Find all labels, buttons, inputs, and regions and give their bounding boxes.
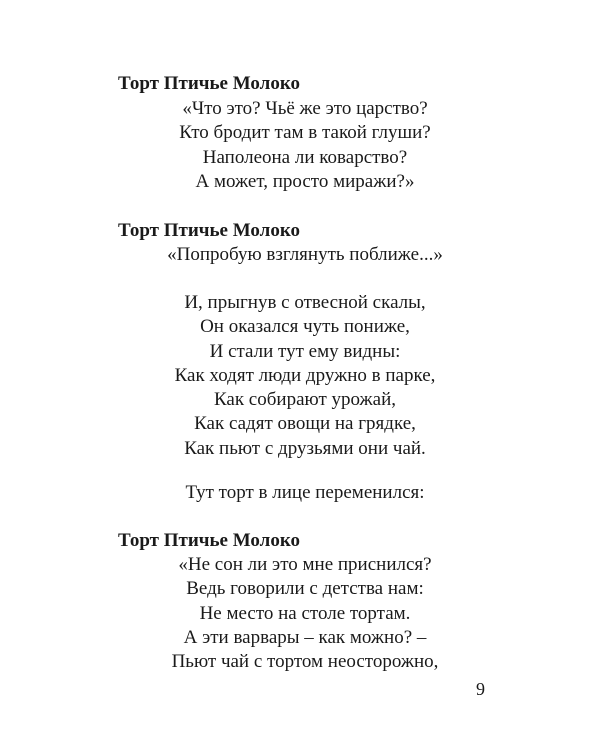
verse-line: Пьют чай с тортом неосторожно, xyxy=(171,651,439,673)
verse-line: Кто бродит там в такой глуши? xyxy=(179,122,431,144)
verse-line: Ведь говорили с детства нам: xyxy=(186,578,424,600)
verse-line: Не место на столе тортам. xyxy=(199,602,411,624)
verse-line: «Не сон ли это мне приснился? xyxy=(178,554,432,575)
verse-line: «Попробую взглянуть поближе...» xyxy=(167,244,443,265)
verse-stanza xyxy=(0,243,600,267)
verse-line: Как собирают урожай, xyxy=(213,389,397,411)
verse-line: Наполеона ли коварство? xyxy=(202,146,408,168)
verse-stanza xyxy=(0,553,600,674)
verse-stanza xyxy=(0,97,600,194)
verse-line: «Что это? Чьё же это царство? xyxy=(182,98,428,119)
verse-stanza xyxy=(0,481,600,505)
verse-line: Он оказался чуть пониже, xyxy=(200,316,410,338)
speaker-name: Торт Птичье Молоко xyxy=(118,220,301,241)
page-number: 9 xyxy=(476,679,485,699)
verse-line: А может, просто миражи?» xyxy=(195,170,415,192)
verse-line: Как пьют с друзьями они чай. xyxy=(184,437,426,459)
speaker-name: Торт Птичье Молоко xyxy=(118,530,301,551)
verse-stanza xyxy=(0,291,600,461)
verse-line: И, прыгнув с отвесной скалы, xyxy=(184,292,426,313)
verse-line: Как садят овощи на грядке, xyxy=(194,413,416,435)
verse-line: И стали тут ему видны: xyxy=(209,340,401,362)
verse-line: А эти варвары – как можно? – xyxy=(183,626,427,648)
verse-line: Тут торт в лице переменился: xyxy=(185,482,425,503)
verse-line: Как ходят люди дружно в парке, xyxy=(174,364,436,386)
speaker-name: Торт Птичье Молоко xyxy=(118,73,301,94)
